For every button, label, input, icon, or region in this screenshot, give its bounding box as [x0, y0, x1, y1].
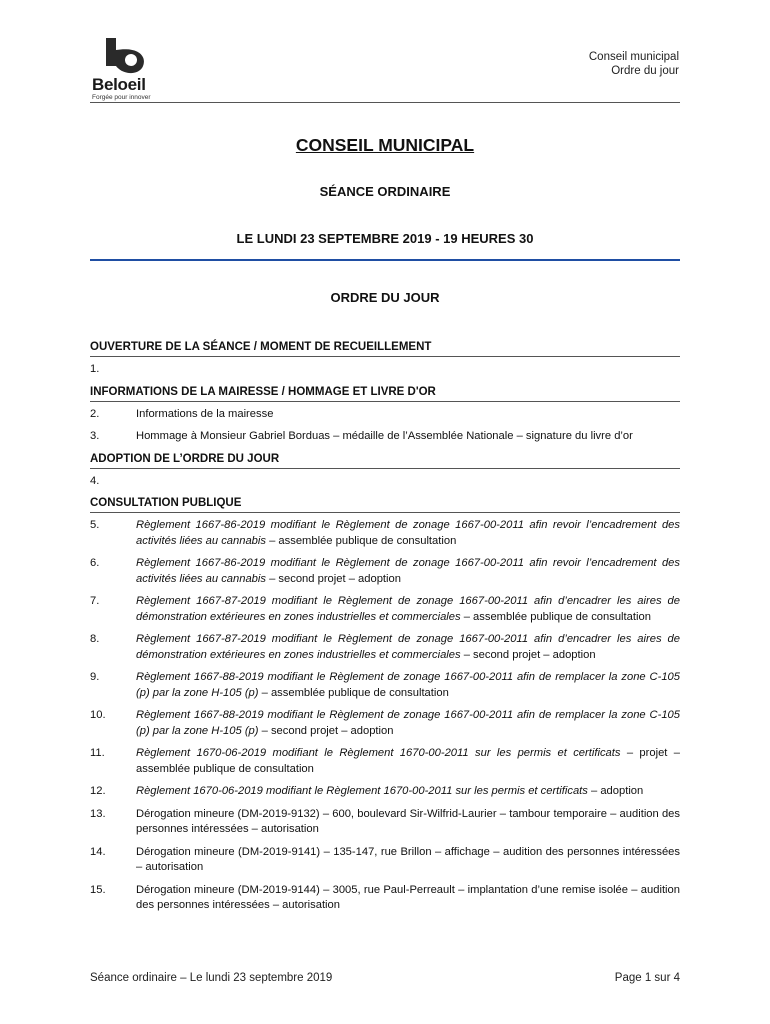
item-text [136, 708, 680, 739]
item-description: Informations de la mairesse [136, 407, 274, 420]
item-number: 4. [90, 474, 100, 487]
item-description: – projet – assemblée publique de consultation [136, 747, 680, 775]
agenda-item [90, 556, 680, 587]
section-heading: INFORMATIONS DE LA MAIRESSE / HOMMAGE ET LIVRE D'OR [90, 385, 680, 402]
item-number: 13. [90, 807, 106, 820]
item-number: 15. [90, 883, 106, 896]
item-description: – assemblée publique de consultation [258, 686, 449, 699]
header-divider [90, 102, 680, 103]
page-footer [90, 972, 680, 984]
agenda-item [90, 807, 680, 838]
item-text [136, 845, 680, 876]
item-number: 3. [90, 430, 100, 442]
agenda-item [90, 746, 680, 777]
item-title-italic: Règlement 1667-88-2019 modifiant le Règlement de zonage 1667-00-2011 afin de remplacer la zone C-105 (p) par la zone H-105 (p) [136, 671, 680, 699]
item-number: 14. [90, 845, 106, 858]
logo-tagline: Forgée pour innover [92, 94, 151, 101]
agenda-item [90, 670, 680, 701]
header-line-1: Conseil municipal [588, 51, 679, 63]
item-text [136, 807, 680, 838]
item-description: – assemblée publique de consultation [265, 534, 457, 547]
item-number: 8. [90, 633, 100, 645]
item-description: – assemblée publique de consultation [460, 610, 651, 623]
agenda-item [90, 362, 680, 378]
item-number: 6. [90, 557, 100, 569]
agenda-item [90, 474, 680, 490]
item-description: – second projet – adoption [258, 724, 394, 737]
item-number: 10. [90, 709, 106, 721]
item-title-italic: Règlement 1667-87-2019 modifiant le Règlement de zonage 1667-00-2011 afin d’encadrer les aires de démonstration extérieures en zones industrielles et commerciales [136, 633, 680, 661]
page-subtitle: SÉANCE ORDINAIRE [319, 184, 451, 199]
agenda-item [90, 708, 680, 739]
item-title-italic: Règlement 1670-06-2019 modifiant le Règlement 1670-00-2011 sur les permis et certificats [136, 747, 621, 759]
item-title-italic: Règlement 1667-87-2019 modifiant le Règlement de zonage 1667-00-2011 afin d’encadrer les aires de démonstration extérieures en zones industrielles et commerciales [136, 595, 680, 623]
agenda-item [90, 845, 680, 876]
item-title-italic: Règlement 1667-86-2019 modifiant le Règlement de zonage 1667-00-2011 afin revoir l’encadrement des activités liées au cannabis [136, 557, 680, 585]
blue-divider [90, 259, 680, 261]
agenda-list [90, 340, 680, 921]
item-description: Dérogation mineure (DM-2019-9132) – 600, boulevard Sir-Wilfrid-Laurier – tambour temporaire – audition des personnes intéressées – autorisation [136, 807, 680, 835]
item-text [136, 407, 680, 423]
meeting-datetime: LE LUNDI 23 SEPTEMBRE 2019 - 19 HEURES 30 [236, 231, 534, 246]
item-title-italic: Règlement 1670-06-2019 modifiant le Règlement 1670-00-2011 sur les permis et certificats [136, 785, 588, 797]
item-text [136, 474, 680, 490]
item-text [136, 518, 680, 549]
item-number: 1. [90, 363, 100, 375]
item-description: – second projet – adoption [460, 648, 596, 661]
item-text [136, 556, 680, 587]
item-number: 12. [90, 785, 106, 797]
agenda-item [90, 632, 680, 663]
footer-page-number: Page 1 sur 4 [614, 972, 680, 984]
item-text [136, 784, 680, 800]
footer-left: Séance ordinaire – Le lundi 23 septembre 2019 [90, 972, 333, 984]
agenda-item [90, 594, 680, 625]
item-title-italic: Règlement 1667-88-2019 modifiant le Règlement de zonage 1667-00-2011 afin de remplacer la zone C-105 (p) par la zone H-105 (p) [136, 709, 680, 737]
agenda-item [90, 784, 680, 800]
item-text [136, 594, 680, 625]
item-title-italic: Règlement 1667-86-2019 modifiant le Règlement de zonage 1667-00-2011 afin revoir l’encadrement des activités liées au cannabis [136, 519, 680, 547]
item-text [136, 746, 680, 777]
agenda-item [90, 407, 680, 423]
agenda-item [90, 883, 680, 914]
item-text [136, 883, 680, 914]
agenda-item [90, 429, 680, 445]
section-heading: CONSULTATION PUBLIQUE [90, 496, 680, 513]
item-number: 9. [90, 671, 100, 683]
header-info [589, 50, 679, 78]
item-description: Dérogation mineure (DM-2019-9144) – 3005, rue Paul-Perreault – implantation d’une remise isolée – audition des personnes intéressées – autorisation [136, 883, 680, 911]
header-line-2: Ordre du jour [611, 65, 679, 77]
section-heading: ADOPTION DE L’ORDRE DU JOUR [90, 452, 680, 469]
item-text [136, 632, 680, 663]
logo-name: Beloeil [92, 75, 146, 94]
item-number: 7. [90, 595, 100, 607]
page-title: CONSEIL MUNICIPAL [295, 135, 475, 155]
item-number: 11. [90, 747, 105, 759]
item-number: 2. [90, 407, 100, 420]
item-number: 5. [90, 519, 100, 531]
section-heading: OUVERTURE DE LA SÉANCE / MOMENT DE RECUEILLEMENT [90, 340, 680, 357]
item-description: Hommage à Monsieur Gabriel Borduas – médaille de l’Assemblée Nationale – signature du livre d’or [136, 430, 633, 442]
agenda-item [90, 518, 680, 549]
agenda-heading: ORDRE DU JOUR [330, 290, 440, 305]
item-description: Dérogation mineure (DM-2019-9141) – 135-147, rue Brillon – affichage – audition des personnes intéressées – autorisation [136, 845, 680, 873]
item-text [136, 362, 680, 378]
item-description: – adoption [587, 785, 644, 797]
item-text [136, 670, 680, 701]
item-description: – second projet – adoption [265, 572, 401, 585]
item-text [136, 429, 680, 445]
